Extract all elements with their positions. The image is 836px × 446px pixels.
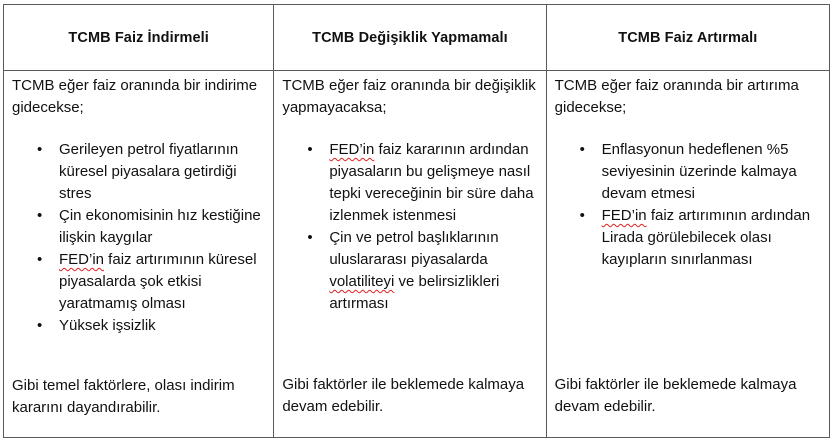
- content-row: [4, 71, 830, 438]
- bullet-icon: •: [37, 251, 43, 268]
- bullet-text: FED’in faiz artırımının küresel piyasalarda şok etkisi yaratmamış olması: [59, 251, 257, 312]
- bullet-icon: •: [37, 141, 43, 158]
- closing-text: Gibi faktörler ile beklemede kalmaya devam edebilir.: [282, 376, 525, 415]
- bullet-list: [4, 139, 273, 337]
- header-row: [4, 5, 830, 71]
- comparison-table: [3, 4, 830, 438]
- list-item: [4, 315, 273, 337]
- list-item: [547, 205, 829, 271]
- bullet-text: Yüksek işsizlik: [59, 317, 156, 334]
- bullet-text: Çin ekonomisinin hız kestiğine ilişkin kaygılar: [59, 207, 261, 246]
- intro-text: TCMB eğer faiz oranında bir indirime gidecekse;: [12, 77, 258, 116]
- closing-text: Gibi temel faktörlere, olası indirim kararını dayandırabilir.: [12, 377, 235, 416]
- bullet-icon: •: [37, 207, 43, 224]
- bullet-text: FED’in faiz kararının ardından piyasaların bu gelişmeye nasıl tepki vereceğinin bir süre daha izlenmek istenmesi: [329, 141, 534, 224]
- intro-text: TCMB eğer faiz oranında bir artırıma gidecekse;: [554, 77, 799, 116]
- header-faiz-indirmeli: TCMB Faiz İndirmeli: [4, 5, 274, 71]
- bullet-text: Gerileyen petrol fiyatlarının küresel piyasalara getirdiği stres: [59, 141, 239, 202]
- header-faiz-artirmali: TCMB Faiz Artırmalı: [546, 5, 829, 71]
- bullet-icon: •: [37, 317, 43, 334]
- bullet-icon: •: [307, 141, 313, 158]
- cell-faiz-indirmeli: [4, 71, 274, 438]
- list-item: [4, 249, 273, 315]
- cell-degisiklik-yapmamali: [274, 71, 546, 438]
- list-item: [4, 139, 273, 205]
- bullet-list: [274, 139, 545, 315]
- bullet-list: [547, 139, 829, 271]
- bullet-text: Çin ve petrol başlıklarının uluslararası piyasalarda volatiliteyi ve belirsizlikleri artırması: [329, 229, 500, 312]
- bullet-text: Enflasyonun hedeflenen %5 seviyesinin üzerinde kalmaya devam etmesi: [601, 141, 797, 202]
- closing-text: Gibi faktörler ile beklemede kalmaya devam edebilir.: [554, 376, 797, 415]
- list-item: [274, 227, 545, 315]
- bullet-icon: •: [579, 207, 585, 224]
- list-item: [274, 139, 545, 227]
- intro-text: TCMB eğer faiz oranında bir değişiklik yapmayacaksa;: [282, 77, 536, 116]
- header-degisiklik-yapmamali: TCMB Değişiklik Yapmamalı: [274, 5, 546, 71]
- bullet-icon: •: [307, 229, 313, 246]
- list-item: [547, 139, 829, 205]
- cell-faiz-artirmali: [546, 71, 829, 438]
- bullet-icon: •: [579, 141, 585, 158]
- list-item: [4, 205, 273, 249]
- bullet-text: FED’in faiz artırımının ardından Lirada görülebilecek olası kayıpların sınırlanması: [601, 207, 811, 268]
